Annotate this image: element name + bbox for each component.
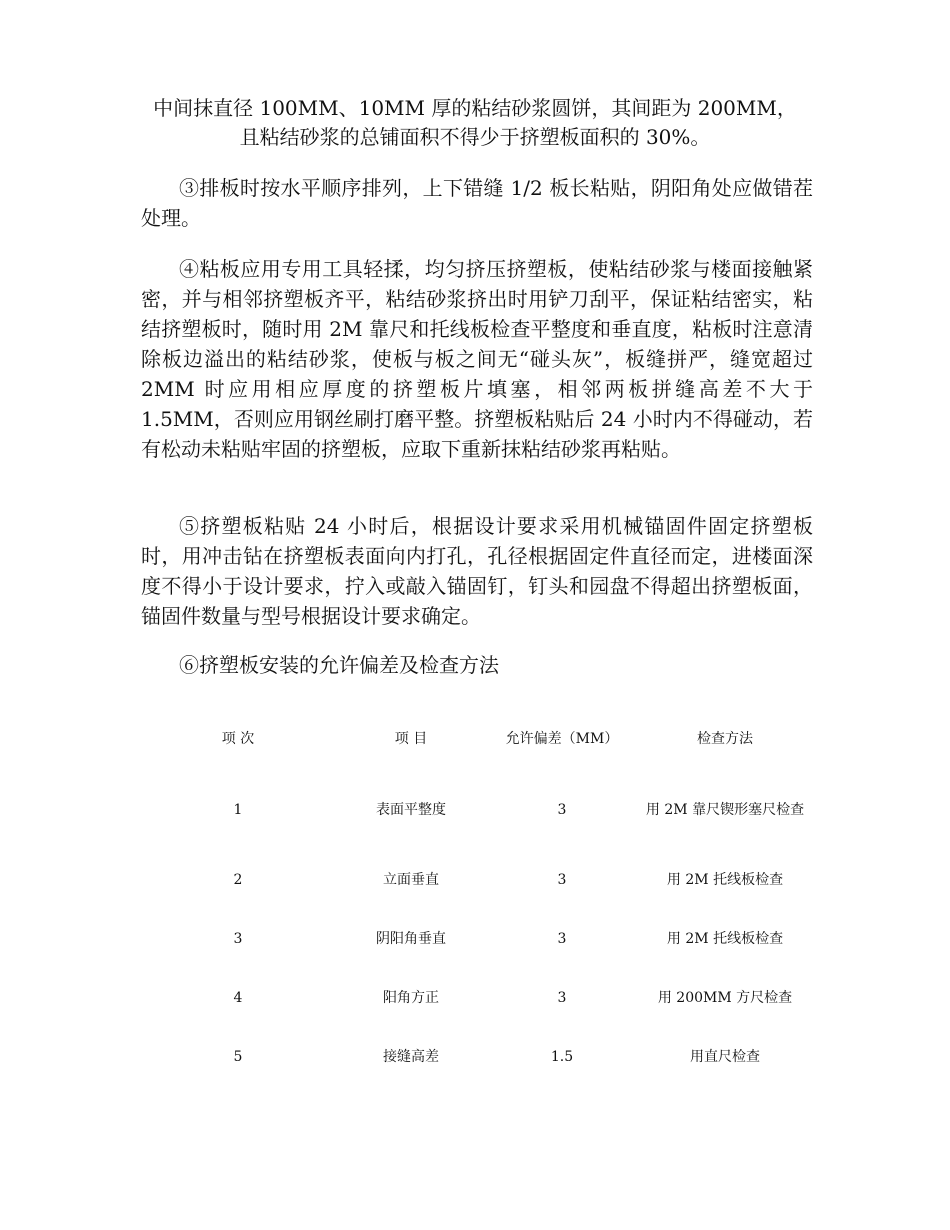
cell-item: 阴阳角垂直 xyxy=(376,930,446,947)
cell-tolerance: 1.5 xyxy=(550,1048,574,1065)
paragraph-step-6-heading: ⑥挤塑板安装的允许偏差及检查方法 xyxy=(179,653,499,677)
table-row xyxy=(150,770,822,850)
paragraph-step-4: ④粘板应用专用工具轻揉，均匀挤压挤塑板，使粘结砂浆与楼面接触紧密，并与相邻挤塑板齐平，粘结砂浆挤出时用铲刀刮平，保证粘结密实，粘结挤塑板时，随时用 2M 靠尺和托线板检查平整度和垂直度，粘板时注意清除板边溢出的粘结砂浆，使板与板之间无“碰头灰”，板缝拼严，缝宽超过 2MM 时应用相应厚度的挤塑板片填塞，相邻两板拼缝高差不大于 1.5MM，否则应用钢丝刷打磨平整。挤塑板粘贴后 24 小时内不得碰动，若有松动未粘贴牢固的挤塑板，应取下重新抹粘结砂浆再粘贴。 xyxy=(141,257,813,461)
cell-tolerance: 3 xyxy=(557,930,567,947)
header-item-no: 项 次 xyxy=(221,731,255,747)
cell-check-method: 用 2M 托线板检查 xyxy=(666,930,784,947)
header-check-method: 检查方法 xyxy=(697,731,753,747)
cell-item: 立面垂直 xyxy=(383,871,439,888)
header-tolerance: 允许偏差（MM） xyxy=(505,731,619,747)
paragraph-step-3: ③排板时按水平顺序排列，上下错缝 1/2 板长粘贴，阴阳角处应做错茬处理。 xyxy=(141,176,813,230)
table-header-row xyxy=(150,708,822,770)
cell-item: 阳角方正 xyxy=(383,989,439,1006)
cell-check-method: 用 200MM 方尺检查 xyxy=(657,989,793,1006)
cell-tolerance: 3 xyxy=(557,802,567,818)
tolerance-table-wrapper xyxy=(150,708,822,1086)
cell-check-method: 用 2M 托线板检查 xyxy=(666,871,784,888)
intro-paragraph xyxy=(120,94,830,152)
cell-item: 表面平整度 xyxy=(376,802,446,818)
intro-line-1: 中间抹直径 100MM、10MM 厚的粘结砂浆圆饼，其间距为 200MM， xyxy=(153,96,797,120)
cell-item: 接缝高差 xyxy=(383,1048,439,1065)
cell-item-no: 3 xyxy=(233,930,243,947)
intro-line-2: 且粘结砂浆的总铺面积不得少于挤塑板面积的 30%。 xyxy=(239,125,711,149)
table-row xyxy=(150,909,822,968)
cell-check-method: 用 2M 靠尺锲形塞尺检查 xyxy=(645,802,805,818)
cell-tolerance: 3 xyxy=(557,871,567,888)
cell-item-no: 5 xyxy=(233,1048,243,1065)
tolerance-table xyxy=(150,708,822,1086)
cell-item-no: 4 xyxy=(233,989,243,1006)
header-item: 项 目 xyxy=(394,731,428,747)
cell-item-no: 1 xyxy=(233,802,243,818)
table-row xyxy=(150,968,822,1027)
paragraph-step-5: ⑤挤塑板粘贴 24 小时后，根据设计要求采用机械锚固件固定挤塑板时，用冲击钻在挤塑板表面向内打孔，孔径根据固定件直径而定，进楼面深度不得小于设计要求，拧入或敲入锚固钉，钉头和园盘不得超出挤塑板面，锚固件数量与型号根据设计要求确定。 xyxy=(141,514,813,628)
cell-tolerance: 3 xyxy=(557,989,567,1006)
table-row xyxy=(150,1027,822,1086)
table-row xyxy=(150,850,822,909)
cell-item-no: 2 xyxy=(233,871,243,888)
cell-check-method: 用直尺检查 xyxy=(690,1048,760,1065)
